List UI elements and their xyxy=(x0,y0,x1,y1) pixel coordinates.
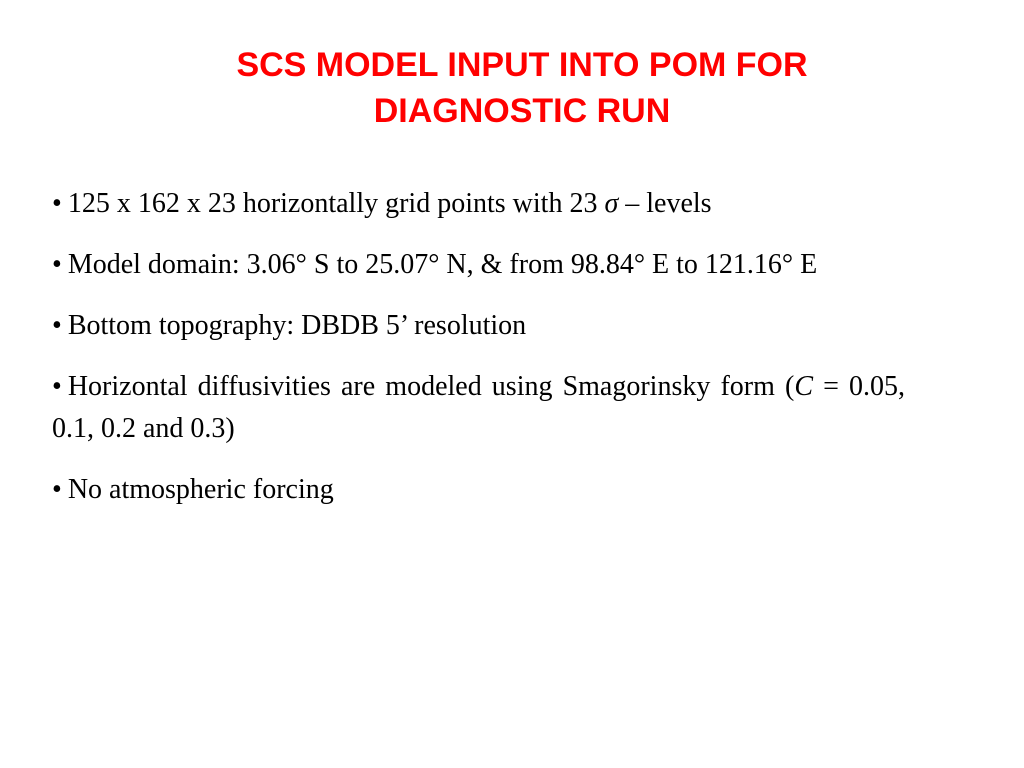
bullet-grid-points xyxy=(52,183,905,225)
bullet-marker: • xyxy=(52,310,62,341)
bullet-text-suffix: – levels xyxy=(618,188,712,219)
bullet-bottom-topography xyxy=(52,305,905,347)
bullet-marker: • xyxy=(52,249,62,280)
title-line-1: SCS MODEL INPUT INTO POM FOR xyxy=(236,46,808,84)
bullet-text: Model domain: 3.06° S to 25.07° N, & from 98.84° E to 121.16° E xyxy=(67,249,818,280)
bullet-marker: • xyxy=(52,371,62,402)
bullet-text: Bottom topography: DBDB 5’ resolution xyxy=(67,310,527,341)
bullet-marker: • xyxy=(52,188,62,219)
bullet-text: 125 x 162 x 23 horizontally grid points with 23 xyxy=(67,188,605,219)
c-symbol: C xyxy=(794,371,813,402)
title-line-2: DIAGNOSTIC RUN xyxy=(373,92,671,130)
bullet-text-suffix: = 0.05, 0.1, 0.2 and 0.3) xyxy=(52,371,905,444)
bullet-model-domain xyxy=(52,244,905,286)
slide-title xyxy=(60,42,984,134)
bullet-diffusivities xyxy=(52,366,905,450)
bullet-marker: • xyxy=(52,474,62,505)
bullet-text: Horizontal diffusivities are modeled using Smagorinsky form ( xyxy=(67,371,795,402)
bullet-atmospheric-forcing xyxy=(52,469,905,511)
bullet-text: No atmospheric forcing xyxy=(67,474,334,505)
sigma-symbol: σ xyxy=(604,188,619,219)
bullet-list xyxy=(52,183,905,530)
